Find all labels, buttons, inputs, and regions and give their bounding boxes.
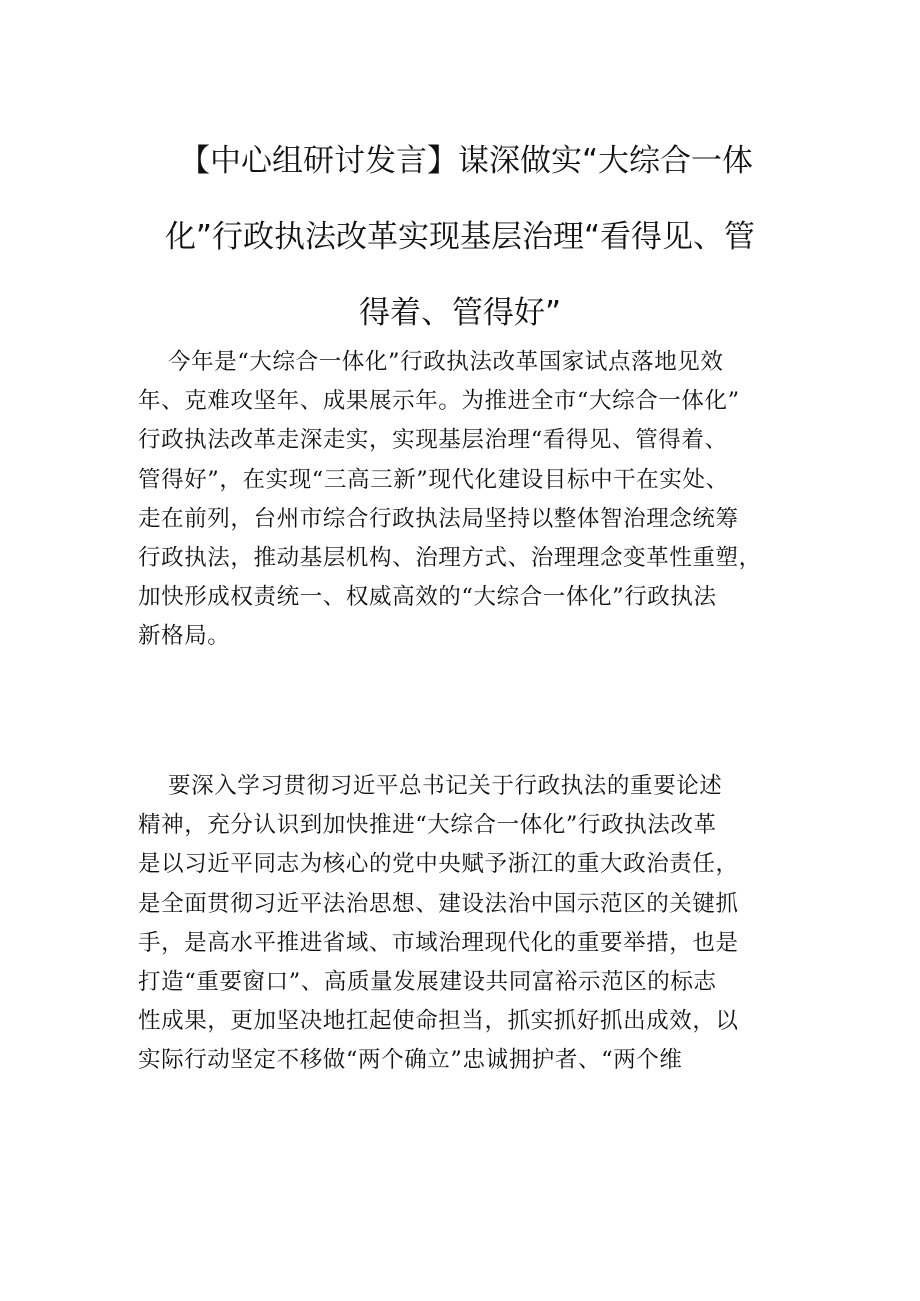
- paragraph-1-line: 加快形成权责统一、权威高效的“大综合一体化”行政执法: [138, 584, 717, 611]
- title-line-1: 【中心组研讨发言】谋深做实“大综合一体: [178, 143, 754, 179]
- paragraph-1-line: 今年是“大综合一体化”行政执法改革国家试点落地见效: [168, 349, 724, 375]
- paragraph-2-line: 精神，充分认识到加快推进“大综合一体化”行政执法改革: [138, 812, 717, 839]
- paragraph-1-line: 走在前列，台州市综合行政执法局坚持以整体智治理念统筹: [138, 505, 739, 532]
- title-line-3: 得着、管得好”: [358, 295, 562, 331]
- paragraph-2-line: 是全面贯彻习近平法治思想、建设法治中国示范区的关键抓: [138, 890, 739, 917]
- paragraph-1-line: 年、克难攻坚年、成果展示年。为推进全市“大综合一体化”: [138, 388, 740, 415]
- paragraph-2-line: 要深入学习贯彻习近平总书记关于行政执法的重要论述: [168, 773, 723, 799]
- paragraph-1-line: 新格局。: [138, 623, 231, 650]
- paragraph-1-line: 行政执法改革走深走实，实现基层治理“看得见、管得着、: [138, 427, 728, 454]
- paragraph-2-line: 是以习近平同志为核心的党中央赋予浙江的重大政治责任，: [138, 851, 739, 878]
- paragraph-2-line: 性成果，更加坚决地扛起使命担当，抓实抓好抓出成效，以: [138, 1008, 739, 1035]
- title-line-2: 化”行政执法改革实现基层治理“看得见、管: [164, 219, 756, 255]
- paragraph-1-line: 管得好”，在实现“三高三新”现代化建设目标中干在实处、: [138, 466, 729, 493]
- paragraph-2: [138, 767, 818, 1081]
- paragraph-2-line: 打造“重要窗口”、高质量发展建设共同富裕示范区的标志: [138, 969, 717, 996]
- paragraph-2-line: 实际行动坚定不移做“两个确立”忠诚拥护者、“两个维: [138, 1047, 683, 1074]
- paragraph-1-line: 行政执法，推动基层机构、治理方式、治理理念变革性重塑，: [138, 545, 762, 572]
- paragraph-2-line: 手，是高水平推进省域、市域治理现代化的重要举措，也是: [138, 929, 739, 956]
- paragraph-1: [138, 343, 818, 657]
- document-title: [120, 135, 800, 339]
